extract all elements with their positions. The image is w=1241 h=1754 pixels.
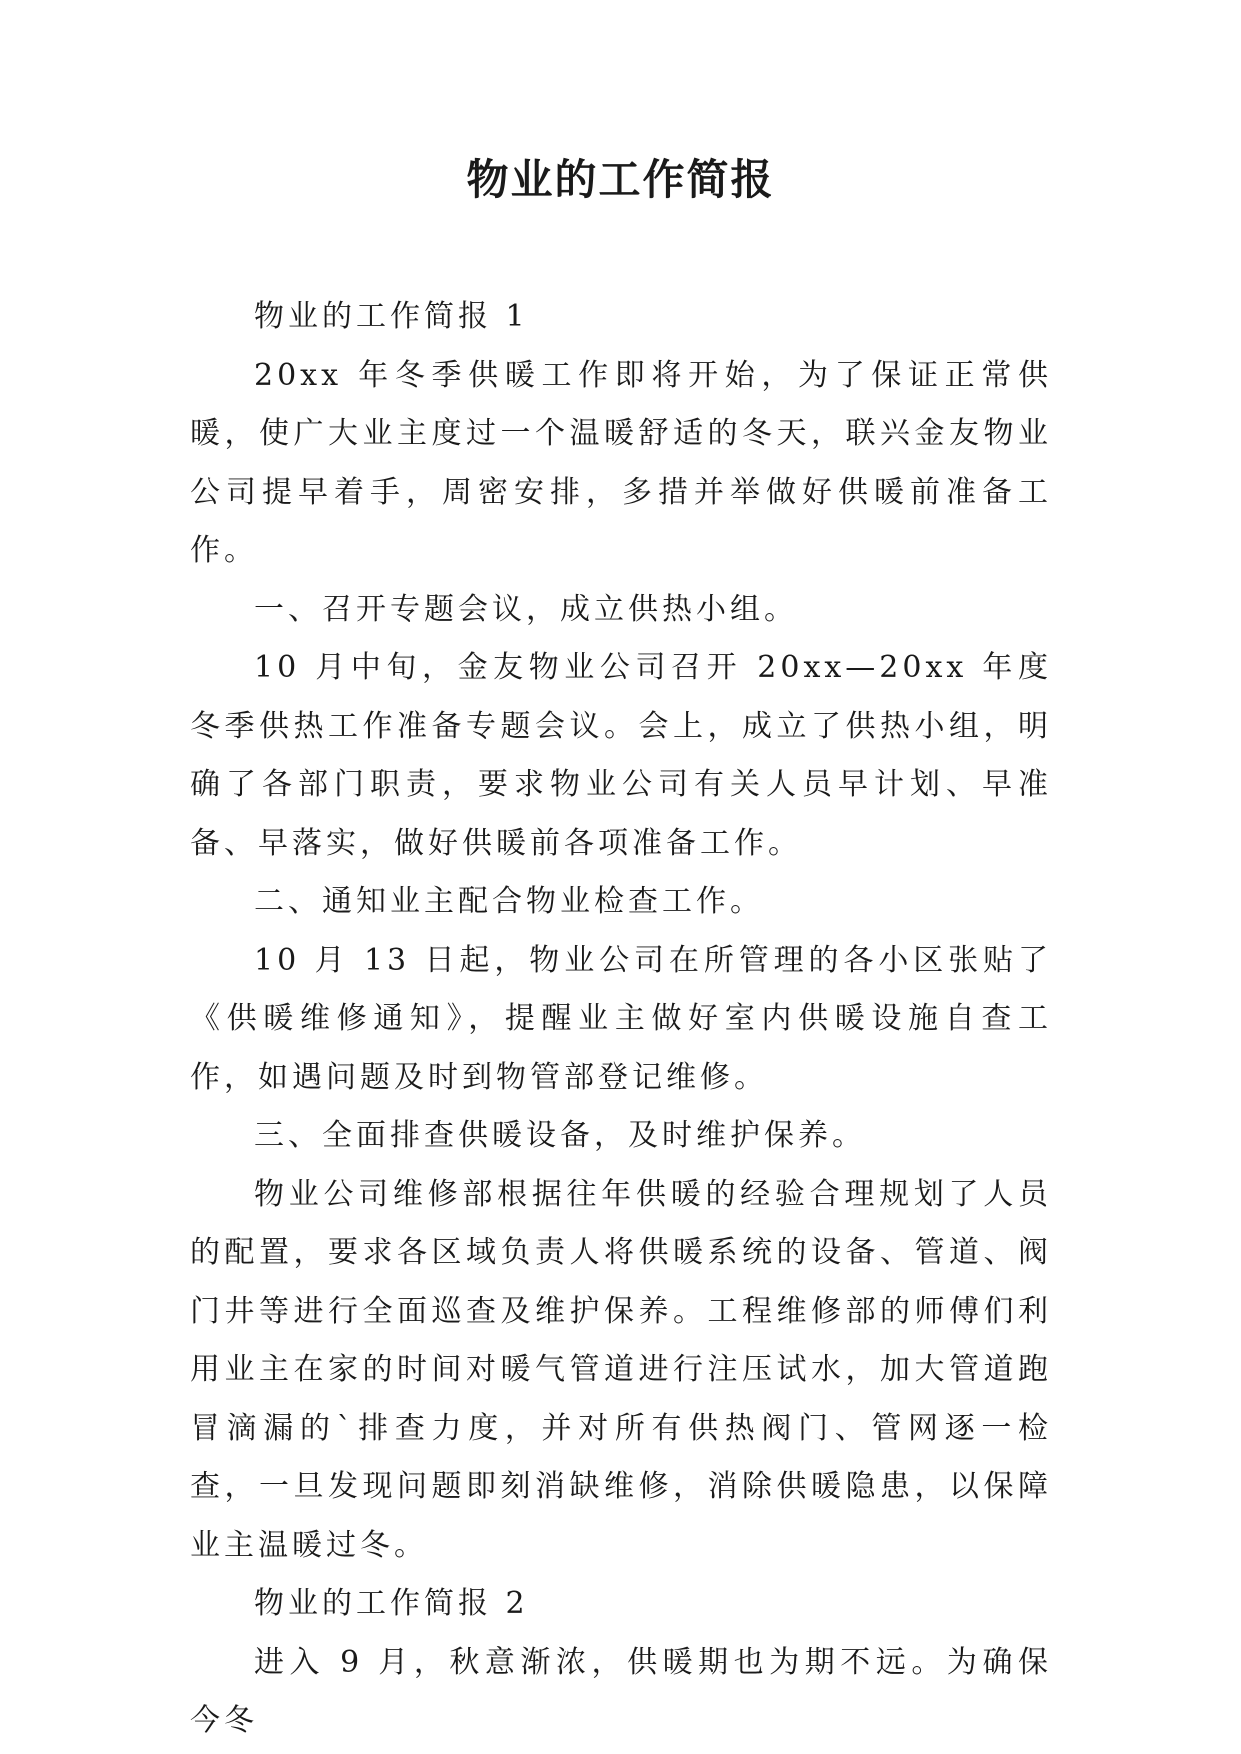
paragraph-inspection: 物业公司维修部根据往年供暖的经验合理规划了人员的配置，要求各区域负责人将供暖系统的设备、管道、阀门井等进行全面巡查及维护保养。工程维修部的师傅们利用业主在家的时间对暖气管道进行注压试水，加大管道跑冒滴漏的`排查力度，并对所有供热阀门、管网逐一检查，一旦发现问题即刻消缺维修，消除供暖隐患，以保障业主温暖过冬。 — [190, 1176, 1052, 1563]
paragraph-notice: 10 月 13 日起，物业公司在所管理的各小区张贴了《供暖维修通知》，提醒业主做好室内供暖设施自查工作，如遇问题及时到物管部登记维修。 — [190, 942, 1052, 1095]
subheading-meeting: 一、召开专题会议，成立供热小组。 — [254, 591, 798, 627]
paragraph-intro: 20xx 年冬季供暖工作即将开始，为了保证正常供暖，使广大业主度过一个温暖舒适的冬天，联兴金友物业公司提早着手，周密安排，多措并举做好供暖前准备工作。 — [190, 357, 1052, 568]
paragraph-meeting: 10 月中旬，金友物业公司召开 20xx—20xx 年度冬季供热工作准备专题会议。会上，成立了供热小组，明确了各部门职责，要求物业公司有关人员早计划、早准备、早落实，做好供暖前各项准备工作。 — [190, 650, 1052, 861]
section-heading-1: 物业的工作简报 1 — [254, 299, 529, 334]
document-body — [190, 288, 1052, 1751]
subheading-inspection: 三、全面排查供暖设备，及时维护保养。 — [254, 1118, 866, 1153]
section-heading-2: 物业的工作简报 2 — [254, 1586, 529, 1621]
document-title: 物业的工作简报 — [466, 155, 775, 204]
paragraph-section-2: 进入 9 月，秋意渐浓，供暖期也为期不远。为确保今冬 — [190, 1644, 1052, 1738]
subheading-notice: 二、通知业主配合物业检查工作。 — [254, 884, 764, 919]
